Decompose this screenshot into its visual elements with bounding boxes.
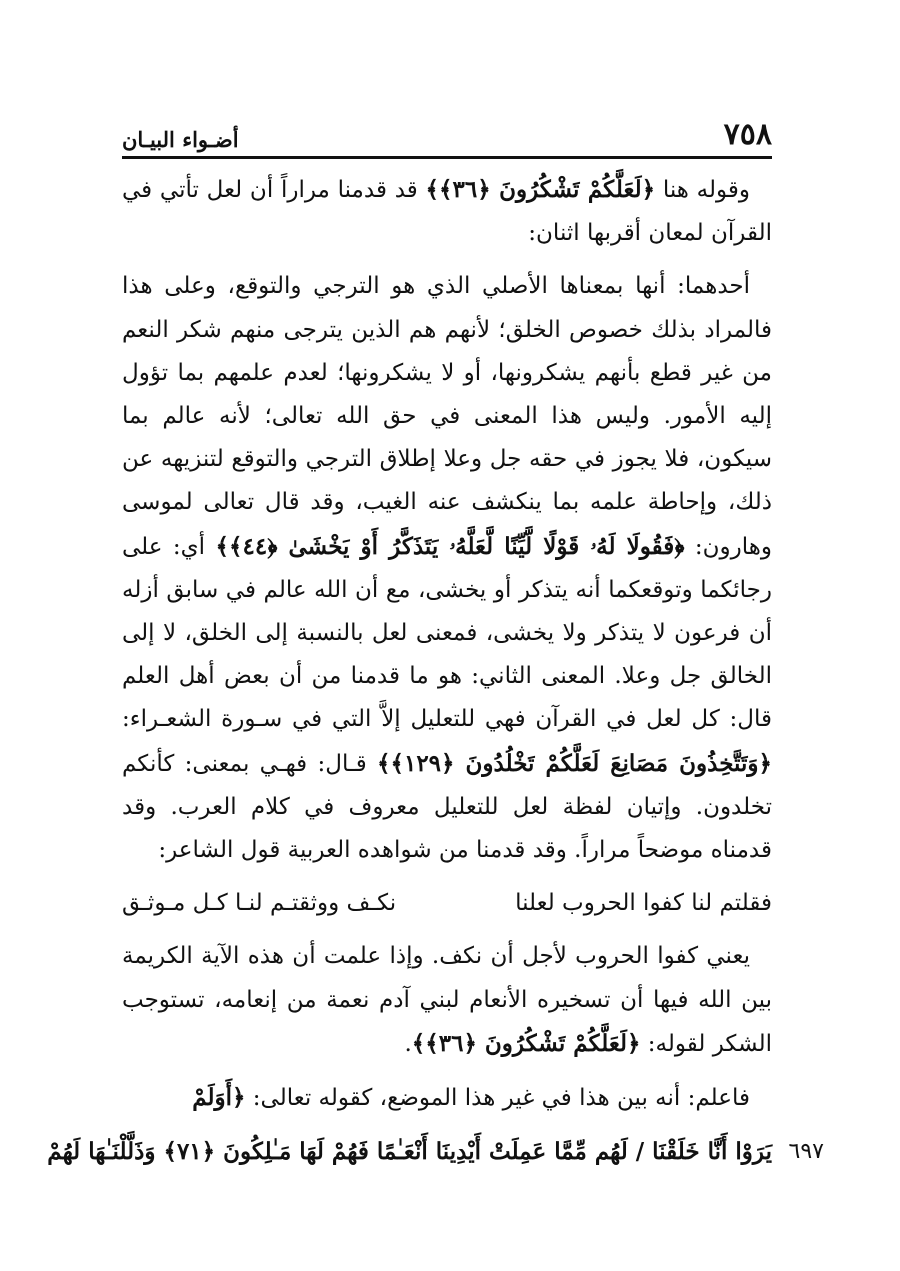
- quran-verse: ﴿لَعَلَّكُمْ تَشْكُرُونَ ﴿٣٦﴾﴾: [411, 1029, 641, 1057]
- quran-verse: ﴿لَعَلَّكُمْ تَشْكُرُونَ ﴿٣٦﴾﴾: [425, 176, 656, 203]
- text-run: قد قدمنا مراراً أن لعل تأتي في القرآن لمعان أقربها اثنان:: [122, 177, 772, 247]
- text-run: يعني كفوا الحروب لأجل أن نكف. وإذا علمت أن هذه الآية الكريمة بين الله فيها أن تسخيره الأنعام لبني آدم نعمة من إنعامه، تستوجب الشكر لقوله:: [122, 943, 772, 1057]
- paragraph-1: [122, 168, 772, 255]
- quran-verse-continuation: يَرَوْا أَنَّا خَلَقْنَا / لَهُم مِّمَّا عَمِلَتْ أَيْدِينَا أَنْعَـٰمًا فَهُمْ لَهَا مَـٰلِكُونَ ﴿٧١﴾ وَذَلَّلْنَـٰهَا لَهُمْ: [47, 1138, 772, 1165]
- paragraph-4: [122, 1076, 772, 1120]
- poem-second-hemistich: نكـف ووثقتـم لنـا كـل مـوثـق: [122, 890, 397, 917]
- text-run: وقوله هنا: [655, 177, 750, 203]
- text-run: قـال: فهـي بمعنى: كأنكم تخلدون. وإتيان لفظة لعل للتعليل معروف في كلام العرب. وقد قدمناه موضحاً مراراً. وقد قدمنا من شواهده العربية قول الشاعر:: [122, 750, 772, 864]
- page-header: [122, 112, 772, 159]
- book-title: أضـواء البيـان: [122, 127, 239, 152]
- page-number: ٧٥٨: [723, 117, 772, 152]
- reference-number: ٦٩٧: [788, 1139, 824, 1164]
- text-run: أحدهما: أنها بمعناها الأصلي الذي هو الترجي والتوقع، وعلى هذا فالمراد بذلك خصوص الخلق؛ لأنهم هم الذين يترجى منهم شكر النعم من غير قطع بأنهم يشكرونها، أو لا يشكرونها؛ لعدم علمهم بما تؤول إليه الأمور. وليس هذا المعنى في حق الله تعالى؛ لأنه عالم بما سيكون، فلا يجوز في حقه جل وعلا إطلاق الترجي والتوقع لتنزيهه عن ذلك، وإحاطة علمه بما ينكشف عنه الغيب، وقد قال تعالى لموسى وهارون:: [122, 273, 772, 560]
- text-run: أي: على رجائكما وتوقعكما أنه يتذكر أو يخشى، مع أن الله عالم في سابق أزله أن فرعون لا يتذكر ولا يخشى، فمعنى لعل بالنسبة إلى الخلق، لا إلى الخالق جل وعلا. المعنى الثاني: هو ما قدمنا من أن بعض أهل العلم قال: كل لعل في القرآن فهي للتعليل إلاَّ التي في سـورة الشعـراء:: [122, 533, 772, 733]
- text-run: .: [404, 1030, 412, 1057]
- paragraph-2: [122, 265, 772, 872]
- paragraph-3: [122, 935, 772, 1066]
- poem-first-hemistich: فقلتم لنا كفوا الحروب لعلنا: [515, 890, 772, 917]
- footer-verse-line: [47, 1130, 824, 1173]
- quran-verse: ﴿فَقُولَا لَهُۥ قَوْلًا لَّيِّنًا لَّعَلَّهُۥ يَتَذَكَّرُ أَوْ يَخْشَىٰ ﴿٤٤﴾﴾: [215, 532, 685, 560]
- page-body: [122, 168, 772, 1120]
- quran-verse: ﴿أَوَلَمْ: [192, 1084, 246, 1112]
- quran-verse: ﴿وَتَتَّخِذُونَ مَصَانِعَ لَعَلَّكُمْ تَخْلُدُونَ ﴿١٢٩﴾﴾: [377, 749, 772, 777]
- poem-verse: [122, 882, 772, 925]
- text-run: فاعلم: أنه بين هذا في غير هذا الموضع، كقوله تعالى:: [245, 1085, 750, 1112]
